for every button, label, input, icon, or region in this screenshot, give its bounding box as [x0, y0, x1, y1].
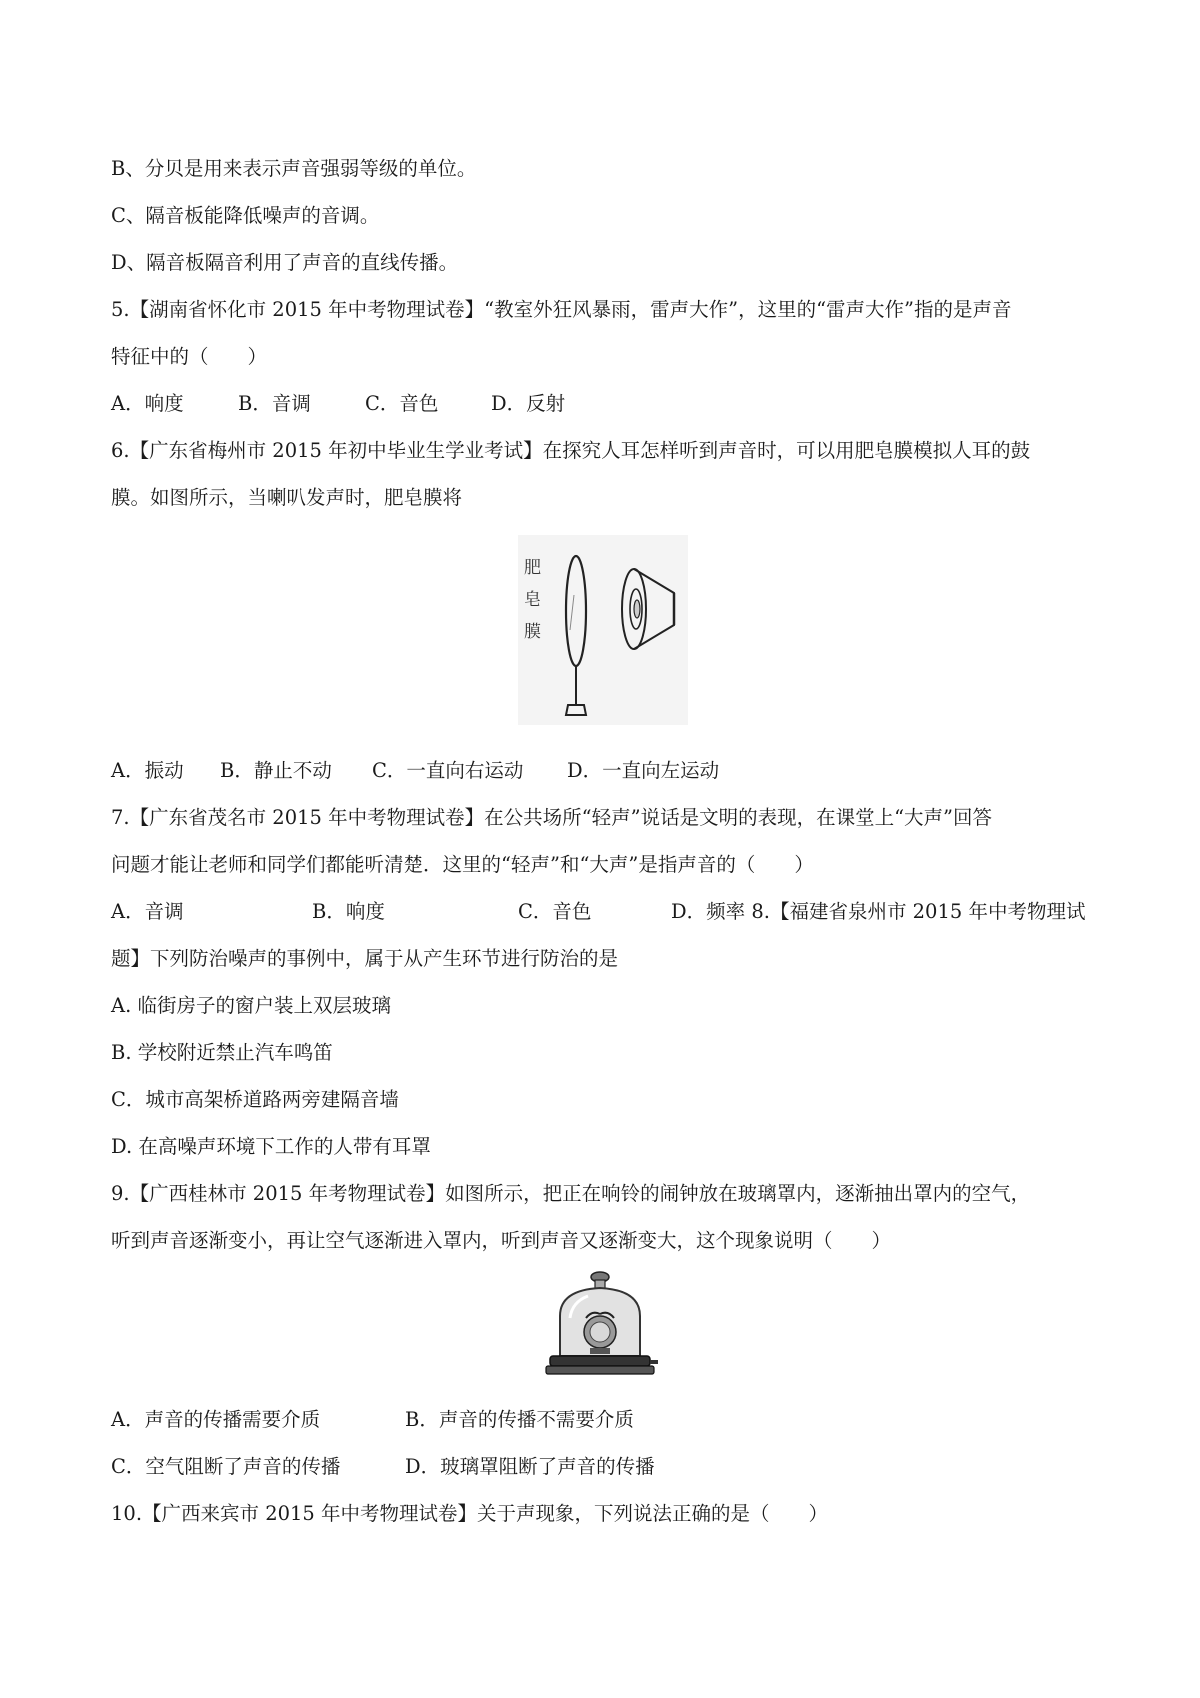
- q8-option-b: B. 学校附近禁止汽车鸣笛: [111, 1041, 333, 1064]
- q4-option-d: D、隔音板隔音利用了声音的直线传播。: [111, 251, 459, 274]
- q5-stem-line1: 5.【湖南省怀化市 2015 年中考物理试卷】“教室外狂风暴雨，雷声大作”，这里的“雷声大作”指的是声音: [111, 298, 1012, 321]
- figure-label-char: 皂: [524, 590, 541, 610]
- q4-option-c: C、隔音板能降低噪声的音调。: [111, 204, 380, 227]
- clock-stand: [590, 1348, 610, 1354]
- q5-option-d: D．反射: [491, 392, 566, 415]
- q9-option-c: C．空气阻断了声音的传播: [111, 1455, 341, 1478]
- bell-jar-figure: [540, 1268, 660, 1380]
- q8-stem-line2: 题】下列防治噪声的事例中，属于从产生环节进行防治的是: [111, 947, 619, 970]
- q5-stem-line2: 特征中的（ ）: [111, 345, 268, 368]
- q7-option-c: C．音色: [518, 900, 592, 923]
- q9-option-a: A．声音的传播需要介质: [111, 1408, 321, 1431]
- q7-option-b: B．响度: [312, 900, 385, 923]
- plate-base: [546, 1366, 654, 1374]
- q5-option-b: B．音调: [238, 392, 311, 415]
- q9-option-b: B．声音的传播不需要介质: [405, 1408, 634, 1431]
- q6-stem-line1: 6.【广东省梅州市 2015 年初中毕业生学业考试】在探究人耳怎样听到声音时，可以用肥皂膜模拟人耳的鼓: [111, 439, 1031, 462]
- q10-stem-line1: 10.【广西来宾市 2015 年中考物理试卷】关于声现象，下列说法正确的是（ ）: [111, 1502, 829, 1525]
- q5-option-a: A．响度: [111, 392, 184, 415]
- figure-label-char: 肥: [524, 558, 541, 578]
- q7-stem-line1: 7.【广东省茂名市 2015 年中考物理试卷】在公共场所“轻声”说话是文明的表现，在课堂上“大声”回答: [111, 806, 993, 829]
- q8-option-d: D. 在高噪声环境下工作的人带有耳罩: [111, 1135, 431, 1158]
- q6-option-a: A．振动: [111, 759, 184, 782]
- vacuum-plate: [550, 1356, 650, 1366]
- q9-stem-line1: 9.【广西桂林市 2015 年考物理试卷】如图所示，把正在响铃的闹钟放在玻璃罩内，逐渐抽出罩内的空气，: [111, 1182, 1031, 1205]
- speaker-center: [634, 600, 640, 618]
- q6-stem-line2: 膜。如图所示，当喇叭发声时，肥皂膜将: [111, 486, 463, 509]
- clock-face: [590, 1322, 610, 1342]
- q8-option-c: C．城市高架桥道路两旁建隔音墙: [111, 1088, 399, 1111]
- q5-option-c: C．音色: [365, 392, 439, 415]
- q6-option-d: D．一直向左运动: [567, 759, 720, 782]
- q4-option-b: B、分贝是用来表示声音强弱等级的单位。: [111, 157, 477, 180]
- figure-label-char: 膜: [524, 622, 541, 642]
- q9-option-d: D．玻璃罩阻断了声音的传播: [405, 1455, 655, 1478]
- q6-option-c: C．一直向右运动: [372, 759, 524, 782]
- q8-option-a: A. 临街房子的窗户装上双层玻璃: [111, 994, 391, 1017]
- air-pipe: [650, 1360, 658, 1364]
- q7-stem-line2: 问题才能让老师和同学们都能听清楚．这里的“轻声”和“大声”是指声音的（ ）: [111, 853, 814, 876]
- q7-option-a: A．音调: [111, 900, 184, 923]
- q9-stem-line2: 听到声音逐渐变小，再让空气逐渐进入罩内，听到声音又逐渐变大，这个现象说明（ ）: [111, 1229, 892, 1252]
- q6-option-b: B．静止不动: [220, 759, 332, 782]
- q7-option-d-and-q8-start: D．频率 8.【福建省泉州市 2015 年中考物理试: [671, 900, 1086, 923]
- soap-film-speaker-figure: [518, 535, 688, 725]
